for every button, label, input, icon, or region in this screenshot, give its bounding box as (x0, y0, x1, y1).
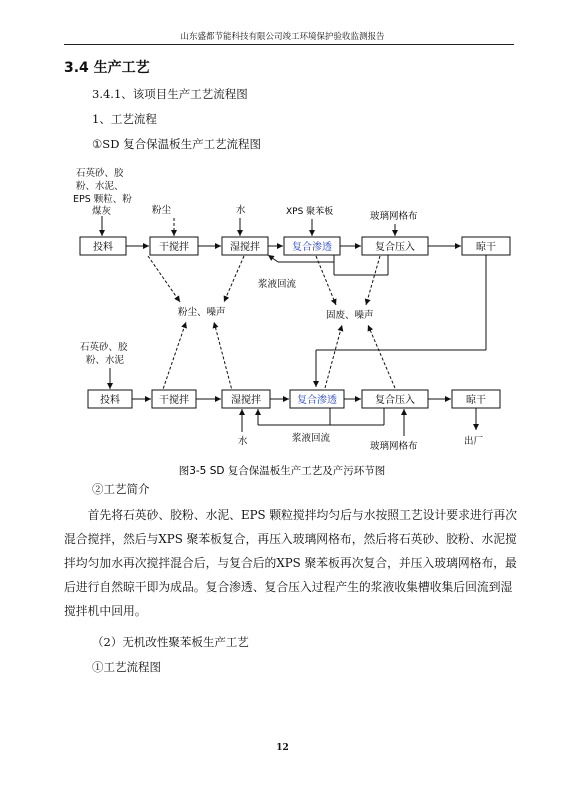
emission-arrow-1 (148, 256, 180, 302)
item-heading: 1、工艺流程 (92, 112, 157, 126)
bottom-press-label: 复合压入 (375, 395, 415, 406)
bottom-water-label: 水 (238, 436, 248, 447)
emission-arrow-2 (224, 256, 244, 302)
top-dry-mix-label: 干搅拌 (159, 242, 189, 253)
intro-paragraph-block (64, 503, 522, 623)
process-title: ①SD 复合保温板生产工艺流程图 (92, 137, 262, 151)
top-xps-label: XPS 聚苯板 (286, 207, 334, 217)
dust-noise-label: 粉尘、噪声 (178, 307, 226, 318)
figure-caption: 图3-5 SD 复合保温板生产工艺及产污环节图 (178, 465, 386, 477)
flow-title-2: ①工艺流程图 (92, 660, 161, 674)
page-number: 12 (276, 743, 289, 753)
top-dust-label: 粉尘 (152, 205, 172, 216)
top-dry-label: 晾干 (476, 242, 496, 253)
emission-arrow-3 (160, 322, 186, 398)
top-water-label: 水 (236, 205, 246, 216)
bottom-feed-label: 投料 (100, 395, 120, 406)
bottom-mesh-label: 玻璃网格布 (370, 441, 418, 452)
intro-paragraph: 首先将石英砂、胶粉、水泥、EPS 颗粒搅拌均匀后与水按照工艺设计要求进行再次混合搅拌，然后与XPS 聚苯板复合，再压入玻璃网格布，然后将石英砂、胶粉、水泥搅拌均匀加水再次搅拌混合后，与复合后的XPS 聚苯板再次复合，并压入玻璃网格布，最后进行自然晾干即为成品。复合渗透、复合压入过程产生的浆液收集槽收集后回流到湿搅拌机中回用。 (64, 508, 518, 618)
emission-arrow-7 (325, 325, 342, 388)
waste-noise-label: 固废、噪声 (326, 310, 374, 321)
running-header: 山东盛都节能科技有限公司竣工环境保护验收监测报告 (180, 32, 385, 42)
bottom-wet-mix-label: 湿搅拌 (231, 395, 261, 406)
subsection-heading: 3.4.1、该项目生产工艺流程图 (92, 87, 248, 101)
slurry-arrow-to-wetmix (268, 255, 278, 262)
bottom-raw-materials (80, 341, 128, 366)
emission-arrow-6 (366, 256, 380, 305)
intro-heading: ②工艺简介 (92, 482, 150, 496)
out-label: 出厂 (464, 436, 484, 447)
top-feed-label: 投料 (93, 242, 113, 253)
top-material-line-3: EPS 颗粒、粉 (73, 194, 132, 205)
top-permeation-label: 复合渗透 (292, 242, 332, 253)
top-material-line-2: 粉、水泥、 (76, 181, 124, 192)
bottom-permeation-label: 复合渗透 (297, 395, 337, 406)
section-heading: 3.4 生产工艺 (64, 60, 150, 76)
emission-arrow-8 (368, 325, 395, 388)
top-material-line-4: 煤灰 (92, 206, 112, 217)
top-slurry-label: 浆液回流 (258, 279, 297, 290)
bottom-material-line-2: 粉、水泥 (86, 355, 125, 366)
top-wet-mix-label: 湿搅拌 (230, 242, 260, 253)
emission-arrow-4 (214, 322, 234, 398)
subsection-2: （2）无机改性聚苯板生产工艺 (92, 635, 249, 649)
bottom-slurry-label: 浆液回流 (292, 433, 331, 444)
top-mesh-label: 玻璃网格布 (370, 211, 418, 222)
bottom-dry-label: 晾干 (466, 395, 486, 406)
top-press-label: 复合压入 (375, 242, 415, 253)
bottom-dry-mix-label: 干搅拌 (159, 395, 189, 406)
top-raw-materials (73, 167, 132, 217)
bottom-material-line-1: 石英砂、胶 (80, 342, 128, 353)
emission-arrow-5 (316, 256, 336, 305)
top-material-line-1: 石英砂、胶 (76, 168, 124, 179)
